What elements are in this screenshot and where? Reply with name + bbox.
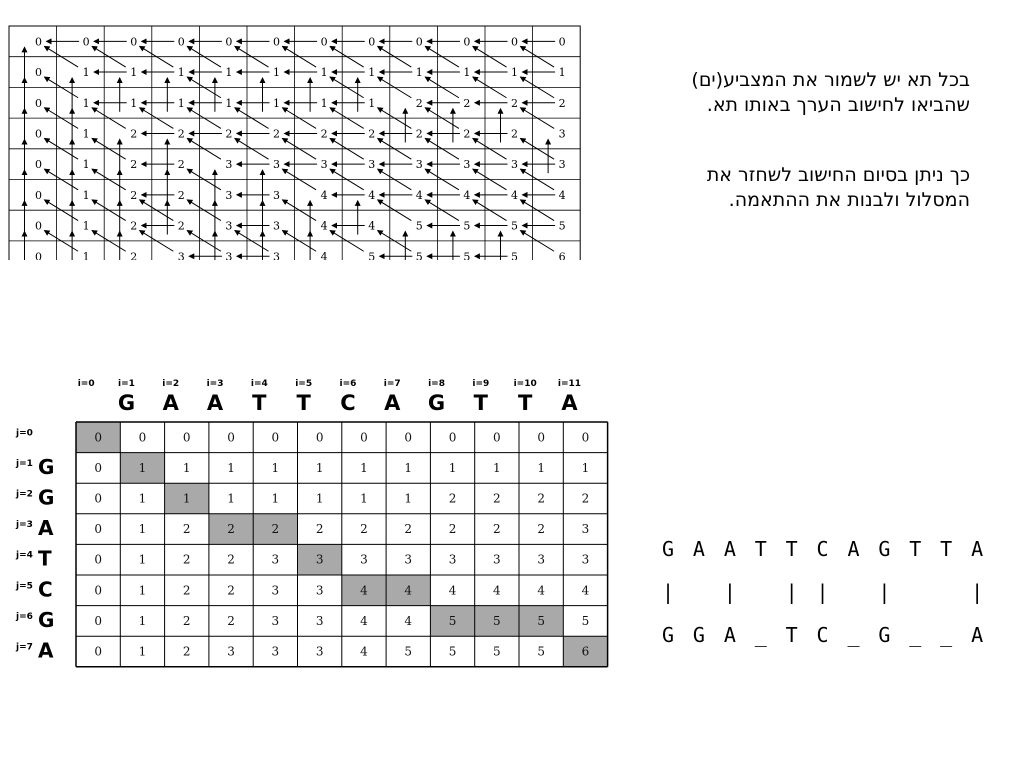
cell-value: 3	[225, 219, 233, 233]
column-letter: A	[561, 391, 578, 415]
cell-value: 1	[130, 66, 138, 80]
cell-value: 1	[82, 127, 90, 141]
cell-value: 4	[404, 613, 413, 628]
cell-value: 5	[463, 250, 471, 260]
cell-value: 0	[35, 158, 43, 172]
column-index: i=8	[428, 379, 445, 389]
row-index: j=0	[16, 428, 33, 439]
cell-value: 5	[493, 644, 501, 659]
alignment-char: T	[940, 537, 953, 561]
row-letter: T	[38, 546, 52, 571]
cell-value: 0	[138, 430, 147, 445]
cell-value: 3	[320, 158, 328, 172]
cell-value: 0	[94, 491, 102, 506]
cell-value: 1	[82, 188, 90, 202]
cell-value: 3	[448, 552, 457, 567]
row-letter: G	[38, 454, 55, 479]
cell-value: 1	[138, 644, 147, 659]
cell-value: 5	[415, 219, 423, 233]
cell-value: 1	[271, 460, 280, 475]
cell-value: 0	[94, 460, 102, 475]
cell-value: 2	[227, 552, 235, 567]
cell-value: 1	[82, 96, 90, 110]
cell-value: 3	[271, 552, 280, 567]
cell-value: 4	[581, 583, 590, 598]
column-letter: C	[340, 391, 356, 415]
cell-value: 5	[537, 613, 545, 628]
cell-value: 0	[315, 430, 324, 445]
cell-value: 4	[360, 583, 368, 598]
cell-value: 0	[360, 430, 368, 445]
cell-value: 0	[273, 35, 281, 49]
cell-value: 0	[130, 35, 138, 49]
note-line: שהביאו לחישוב הערך באותו תא.	[706, 94, 970, 116]
cell-value: 2	[537, 491, 545, 506]
row-letter: G	[38, 485, 55, 510]
alignment-char: _	[909, 623, 922, 647]
cell-value: 2	[448, 491, 457, 506]
cell-value: 1	[537, 460, 545, 475]
alignment-top-sequence	[662, 528, 1002, 571]
cell-value: 3	[558, 158, 566, 172]
cell-value: 0	[415, 35, 423, 49]
alignment-char: C	[816, 537, 829, 561]
cell-value: 0	[581, 430, 590, 445]
cell-value: 2	[558, 96, 566, 110]
column-index: i=5	[295, 379, 313, 389]
alignment-result	[662, 528, 1002, 657]
column-letter: G	[427, 391, 446, 415]
cell-value: 3	[273, 158, 281, 172]
cell-value: 0	[35, 127, 43, 141]
column-letter: T	[252, 391, 267, 415]
note-line: כך ניתן בסיום החישוב לשחזר את	[706, 164, 970, 186]
cell-value: 0	[493, 430, 501, 445]
alignment-char: _	[754, 623, 767, 647]
alignment-char: G	[878, 623, 891, 647]
row-index: j=3	[16, 520, 33, 531]
column-letter: A	[206, 391, 224, 415]
cell-value: 2	[130, 250, 138, 260]
column-index: i=6	[339, 379, 357, 389]
alignment-char: G	[878, 537, 891, 561]
cell-value: 0	[182, 430, 191, 445]
cell-value: 5	[463, 219, 471, 233]
cell-value: 1	[138, 552, 147, 567]
cell-value: 1	[138, 613, 147, 628]
cell-value: 4	[511, 188, 519, 202]
cell-value: 2	[182, 644, 191, 659]
cell-value: 2	[130, 219, 138, 233]
row-index: j=5	[16, 581, 33, 592]
alignment-char	[693, 571, 724, 614]
column-index: i=1	[118, 379, 135, 389]
alignment-char: |	[816, 580, 829, 604]
alignment-bottom-sequence	[662, 614, 1002, 657]
cell-value: 1	[320, 66, 328, 80]
pointer-matrix	[0, 0, 600, 260]
column-index: i=10	[513, 379, 537, 389]
cell-value: 0	[320, 35, 328, 49]
cell-value: 1	[360, 460, 368, 475]
row-letter: C	[38, 577, 53, 602]
cell-value: 5	[511, 250, 519, 260]
cell-value: 5	[448, 613, 457, 628]
cell-value: 0	[177, 35, 185, 49]
cell-value: 1	[368, 96, 376, 110]
cell-value: 2	[448, 522, 457, 537]
cell-value: 0	[35, 219, 43, 233]
alignment-char: T	[909, 537, 922, 561]
row-index: j=6	[16, 611, 33, 622]
cell-value: 2	[463, 96, 471, 110]
alignment-char: A	[723, 537, 736, 561]
cell-value: 5	[493, 613, 501, 628]
alignment-char: |	[723, 580, 736, 604]
cell-value: 3	[177, 250, 185, 260]
cell-value: 0	[448, 430, 457, 445]
cell-value: 3	[315, 583, 324, 598]
row-index: j=1	[16, 458, 33, 469]
alignment-char	[909, 571, 940, 614]
cell-value: 0	[35, 250, 43, 260]
cell-value: 2	[273, 127, 281, 141]
cell-value: 3	[558, 127, 566, 141]
cell-value: 3	[368, 158, 376, 172]
cell-value: 2	[225, 127, 233, 141]
alignment-match-markers	[662, 571, 1002, 614]
cell-value: 1	[130, 96, 138, 110]
cell-value: 1	[82, 250, 90, 260]
cell-value: 0	[94, 613, 102, 628]
alignment-char: G	[662, 537, 675, 561]
cell-value: 1	[315, 460, 324, 475]
cell-value: 3	[271, 613, 280, 628]
cell-value: 6	[558, 250, 566, 260]
alignment-char: T	[785, 623, 798, 647]
cell-value: 1	[368, 66, 376, 80]
cell-value: 3	[511, 158, 519, 172]
column-letter: T	[296, 391, 311, 415]
cell-value: 2	[182, 552, 191, 567]
cell-value: 4	[320, 188, 328, 202]
alignment-char: G	[662, 623, 675, 647]
cell-value: 0	[463, 35, 471, 49]
cell-value: 1	[227, 491, 235, 506]
column-index: i=11	[557, 379, 582, 389]
cell-value: 2	[130, 158, 138, 172]
alignment-char: _	[940, 623, 953, 647]
cell-value: 5	[448, 644, 457, 659]
cell-value: 5	[415, 250, 423, 260]
alignment-char: A	[971, 623, 984, 647]
cell-value: 2	[320, 127, 328, 141]
cell-value: 1	[138, 522, 147, 537]
alignment-char: |	[971, 580, 984, 604]
cell-value: 3	[415, 158, 423, 172]
alignment-char	[755, 571, 786, 614]
cell-value: 2	[493, 491, 501, 506]
cell-value: 2	[368, 127, 376, 141]
cell-value: 5	[537, 644, 545, 659]
cell-value: 2	[227, 583, 235, 598]
cell-value: 0	[35, 188, 43, 202]
cell-value: 3	[273, 219, 281, 233]
cell-value: 5	[368, 250, 376, 260]
column-letter: G	[117, 391, 136, 415]
cell-value: 1	[360, 491, 368, 506]
cell-value: 4	[360, 644, 368, 659]
alignment-char: _	[847, 623, 860, 647]
alignment-char: C	[816, 623, 829, 647]
cell-value: 4	[368, 188, 376, 202]
cell-value: 2	[581, 491, 590, 506]
cell-value: 0	[225, 35, 233, 49]
cell-value: 2	[182, 613, 191, 628]
row-index: j=7	[16, 642, 33, 653]
cell-value: 0	[35, 96, 43, 110]
cell-value: 2	[130, 188, 138, 202]
score-matrix	[0, 370, 620, 670]
cell-value: 4	[415, 188, 423, 202]
cell-value: 2	[177, 188, 185, 202]
cell-value: 1	[182, 460, 191, 475]
alignment-char: |	[878, 580, 891, 604]
cell-value: 3	[271, 583, 280, 598]
cell-value: 4	[360, 613, 368, 628]
cell-value: 5	[558, 219, 566, 233]
alignment-char: T	[785, 537, 798, 561]
cell-value: 5	[511, 219, 519, 233]
cell-value: 3	[493, 552, 501, 567]
row-letter: A	[38, 638, 54, 663]
cell-value: 3	[273, 250, 281, 260]
row-letter: A	[38, 516, 54, 541]
column-index: i=0	[77, 379, 95, 389]
note-line: בכל תא יש לשמור את המצביע(ים)	[691, 69, 970, 91]
cell-value: 0	[404, 430, 413, 445]
alignment-char: G	[692, 623, 705, 647]
cell-value: 0	[35, 35, 43, 49]
cell-value: 2	[271, 522, 280, 537]
cell-value: 0	[94, 430, 102, 445]
cell-value: 0	[227, 430, 235, 445]
cell-value: 5	[581, 613, 590, 628]
cell-value: 1	[581, 460, 590, 475]
cell-value: 1	[225, 96, 233, 110]
alignment-char: A	[723, 623, 736, 647]
alignment-char	[847, 571, 878, 614]
cell-value: 1	[273, 96, 281, 110]
cell-value: 1	[273, 66, 281, 80]
cell-value: 1	[463, 66, 471, 80]
cell-value: 1	[493, 460, 501, 475]
cell-value: 0	[94, 644, 102, 659]
cell-value: 1	[82, 158, 90, 172]
cell-value: 0	[94, 583, 102, 598]
column-letter: A	[162, 391, 179, 415]
cell-value: 3	[360, 552, 368, 567]
cell-value: 4	[463, 188, 471, 202]
cell-value: 2	[511, 96, 519, 110]
cell-value: 1	[448, 460, 457, 475]
cell-value: 1	[315, 491, 324, 506]
cell-value: 1	[82, 66, 90, 80]
cell-value: 4	[320, 219, 328, 233]
cell-value: 3	[537, 552, 545, 567]
note-text-1	[570, 68, 970, 118]
cell-value: 1	[404, 491, 413, 506]
cell-value: 0	[511, 35, 519, 49]
cell-value: 1	[558, 66, 566, 80]
cell-value: 4	[537, 583, 545, 598]
cell-value: 0	[271, 430, 280, 445]
column-index: i=9	[472, 379, 490, 389]
cell-value: 3	[581, 522, 590, 537]
alignment-char: |	[785, 580, 798, 604]
cell-value: 2	[404, 522, 413, 537]
cell-value: 4	[448, 583, 457, 598]
cell-value: 3	[404, 552, 413, 567]
alignment-char: |	[662, 580, 675, 604]
cell-value: 1	[82, 219, 90, 233]
cell-value: 2	[493, 522, 501, 537]
cell-value: 4	[404, 583, 413, 598]
cell-value: 1	[320, 96, 328, 110]
cell-value: 3	[225, 158, 233, 172]
cell-value: 2	[463, 127, 471, 141]
row-index: j=4	[16, 550, 33, 561]
cell-value: 0	[368, 35, 376, 49]
cell-value: 3	[225, 250, 233, 260]
cell-value: 6	[581, 644, 590, 659]
cell-value: 1	[511, 66, 519, 80]
cell-value: 2	[415, 127, 423, 141]
note-text-2	[570, 163, 970, 213]
cell-value: 3	[581, 552, 590, 567]
cell-value: 0	[35, 66, 43, 80]
cell-value: 3	[273, 188, 281, 202]
cell-value: 0	[94, 522, 102, 537]
cell-value: 1	[415, 66, 423, 80]
cell-value: 3	[225, 188, 233, 202]
cell-value: 0	[94, 552, 102, 567]
cell-value: 2	[182, 522, 191, 537]
cell-value: 4	[558, 188, 566, 202]
cell-value: 1	[404, 460, 413, 475]
cell-value: 2	[182, 583, 191, 598]
cell-value: 2	[537, 522, 545, 537]
cell-value: 2	[227, 613, 235, 628]
cell-value: 0	[558, 35, 566, 49]
alignment-char: T	[754, 537, 767, 561]
cell-value: 2	[227, 522, 235, 537]
cell-value: 2	[177, 127, 185, 141]
cell-value: 4	[493, 583, 501, 598]
cell-value: 1	[182, 491, 191, 506]
cell-value: 3	[315, 552, 324, 567]
cell-value: 2	[130, 127, 138, 141]
row-index: j=2	[16, 489, 33, 500]
column-letter: T	[473, 391, 489, 415]
cell-value: 1	[227, 460, 235, 475]
column-letter: A	[384, 391, 401, 415]
cell-value: 0	[82, 35, 90, 49]
cell-value: 2	[177, 158, 185, 172]
column-index: i=2	[162, 379, 180, 389]
alignment-char: A	[971, 537, 984, 561]
cell-value: 1	[225, 66, 233, 80]
cell-value: 1	[177, 66, 185, 80]
row-letter: G	[38, 607, 55, 632]
cell-value: 0	[537, 430, 545, 445]
cell-value: 4	[320, 250, 328, 260]
cell-value: 2	[360, 522, 368, 537]
cell-value: 2	[177, 219, 185, 233]
column-index: i=7	[383, 379, 401, 389]
cell-value: 2	[511, 127, 519, 141]
cell-value: 3	[315, 613, 324, 628]
cell-value: 1	[138, 491, 147, 506]
cell-value: 1	[138, 583, 147, 598]
cell-value: 2	[415, 96, 423, 110]
cell-value: 3	[463, 158, 471, 172]
cell-value: 3	[271, 644, 280, 659]
alignment-char: A	[692, 537, 705, 561]
cell-value: 5	[404, 644, 413, 659]
alignment-char	[940, 571, 971, 614]
cell-value: 1	[271, 491, 280, 506]
note-line: המסלול ולבנות את ההתאמה.	[728, 189, 970, 211]
cell-value: 3	[315, 644, 324, 659]
column-index: i=3	[206, 379, 224, 389]
alignment-char: A	[847, 537, 860, 561]
cell-value: 3	[227, 644, 235, 659]
column-index: i=4	[250, 379, 268, 389]
cell-value: 1	[138, 460, 147, 475]
cell-value: 4	[368, 219, 376, 233]
cell-value: 1	[177, 96, 185, 110]
column-letter: T	[517, 391, 533, 415]
cell-value: 2	[315, 522, 324, 537]
